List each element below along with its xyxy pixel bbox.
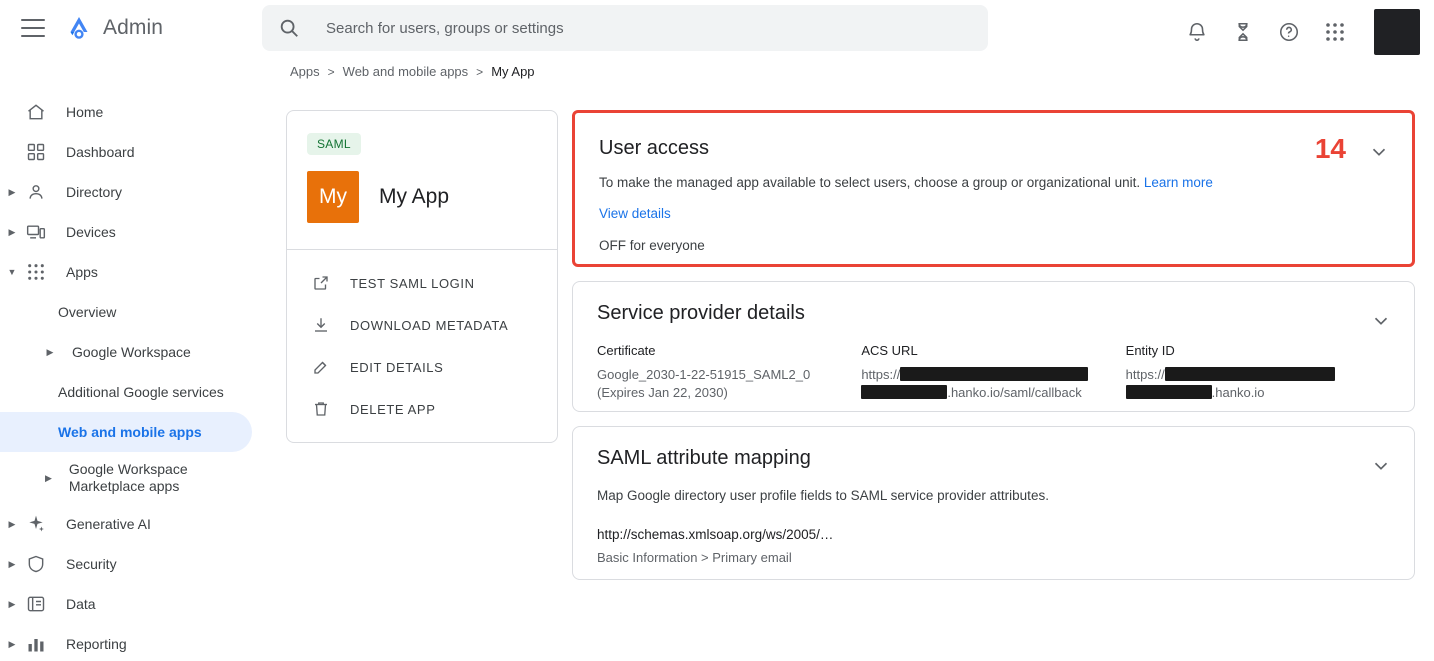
sidebar-item-label: Devices [66,224,116,240]
apps-icon [24,260,48,284]
breadcrumb-separator: > [476,64,484,79]
entity-id-prefix: https:// [1125,367,1165,382]
sidebar-item-label: Overview [58,304,117,320]
brand[interactable] [65,14,163,42]
sidebar-item-label: Data [66,596,96,612]
sidebar-item-security[interactable] [0,544,252,584]
shield-icon [24,552,48,576]
certificate-value [597,366,861,402]
top-bar [0,0,1434,56]
edit-details-button[interactable] [287,346,557,388]
user-access-title: User access [599,137,710,159]
bell-icon[interactable] [1184,19,1210,45]
sidebar-item-label: Reporting [66,636,127,652]
entity-id-line2 [1126,384,1390,402]
service-provider-details-card [572,281,1415,412]
sidebar-item-label: Security [66,556,117,572]
chevron-down-icon[interactable] [1370,455,1392,477]
sidebar-item-label: Apps [66,264,98,280]
user-access-description [599,173,1372,193]
app-actions [287,250,557,430]
sidebar-item-directory[interactable] [0,172,252,212]
sidebar-item-label: Google Workspace Marketplace apps [68,461,188,494]
user-access-card [572,110,1415,267]
entity-id-value [1126,366,1390,402]
page-title: My App [379,185,450,208]
breadcrumb-item-web-and-mobile-apps[interactable]: Web and mobile apps [342,64,469,79]
status-badge: SAML [307,133,361,155]
acs-url-line1 [861,366,1125,384]
sidebar-item-label: Additional Google services [58,384,224,400]
chevron-right-icon[interactable]: ▶ [8,518,16,529]
sidebar-item-home[interactable] [0,92,252,132]
breadcrumb-separator: > [327,64,335,79]
acs-url-column [861,343,1125,402]
delete-app-button[interactable] [287,388,557,430]
sidebar-item-label: Directory [66,184,123,200]
chevron-right-icon[interactable]: ▶ [8,598,16,609]
person-icon [24,180,48,204]
chevron-down-icon[interactable] [1370,310,1392,332]
sidebar-item-generative-ai[interactable] [0,504,252,544]
entity-id-suffix: .hanko.io [1211,385,1265,400]
sidebar-item-apps[interactable] [0,252,252,292]
action-label: TEST SAML LOGIN [350,275,475,291]
avatar[interactable] [1374,9,1420,55]
saml-mapping-url: http://schemas.xmlsoap.org/ws/2005/… [597,527,834,542]
chevron-right-icon[interactable]: ▶ [8,186,16,197]
sidebar-item-reporting[interactable] [0,624,252,661]
hamburger-icon[interactable] [21,19,45,37]
breadcrumb-item-apps[interactable]: Apps [290,64,320,79]
acs-url-suffix: .hanko.io/saml/callback [947,385,1082,400]
certificate-expiry: (Expires Jan 22, 2030) [597,385,728,400]
view-details-link[interactable]: View details [599,206,671,221]
data-icon [24,592,48,616]
saml-mapping-description: Map Google directory user profile fields to SAML service provider attributes. [597,488,1049,503]
app-logo: My [307,171,359,223]
sidebar [0,86,252,661]
certificate-name: Google_2030-1-22-51915_SAML2_0 [597,367,811,382]
dashboard-icon [24,140,48,164]
redacted-block [861,385,947,399]
saml-mapping-title: SAML attribute mapping [597,447,811,469]
service-provider-columns [597,343,1390,402]
chevron-right-icon[interactable]: ▶ [8,558,16,569]
sidebar-item-dashboard[interactable] [0,132,252,172]
search-box[interactable] [262,5,988,51]
redacted-block [900,367,1088,381]
home-icon [24,100,48,124]
sidebar-item-web-and-mobile-apps[interactable] [0,412,252,452]
acs-url-prefix: https:// [861,367,901,382]
pencil-icon [311,357,331,377]
redacted-block [1126,385,1212,399]
chart-icon [24,632,48,656]
action-label: EDIT DETAILS [350,359,444,375]
action-label: DELETE APP [350,401,436,417]
service-provider-title: Service provider details [597,302,805,324]
sidebar-item-data[interactable] [0,584,252,624]
user-access-status: OFF for everyone [599,238,705,253]
certificate-column [597,343,861,402]
test-saml-login-button[interactable] [287,262,557,304]
top-right-actions [1184,9,1420,55]
sidebar-item-google-workspace[interactable] [0,332,252,372]
saml-attribute-mapping-card [572,426,1415,580]
sidebar-item-google-workspace-marketplace-apps[interactable] [0,452,252,504]
chevron-right-icon[interactable]: ▶ [8,226,16,237]
sparkle-icon [24,512,48,536]
sidebar-item-additional-google-services[interactable] [0,372,252,412]
sidebar-item-label: Generative AI [66,516,151,532]
action-label: DOWNLOAD METADATA [350,317,509,333]
devices-icon [24,220,48,244]
redacted-block [1165,367,1335,381]
acs-url-value [861,366,1125,402]
column-label: Certificate [597,343,656,358]
breadcrumb [290,64,535,79]
search-input[interactable] [324,19,972,38]
chevron-down-icon[interactable]: ▼ [7,266,17,277]
column-label: ACS URL [861,343,918,358]
sidebar-item-devices[interactable] [0,212,252,252]
app-identity [287,155,557,223]
chevron-right-icon[interactable]: ▶ [8,638,16,649]
breadcrumb-item-current: My App [491,64,535,79]
sidebar-item-overview[interactable] [0,292,252,332]
sidebar-item-label: Home [66,104,104,120]
entity-id-column [1126,343,1390,402]
user-access-description-text: To make the managed app available to select users, choose a group or organizational unit. [599,175,1141,190]
download-icon [311,315,331,335]
chevron-right-icon[interactable]: ▶ [46,346,54,357]
brand-label: Admin [103,16,164,39]
sidebar-item-label: Dashboard [66,144,135,160]
google-admin-logo-icon [65,14,93,42]
app-summary-card [286,110,558,443]
chevron-down-icon[interactable] [1368,141,1390,163]
external-link-icon [311,273,331,293]
column-label: Entity ID [1125,343,1175,358]
chevron-right-icon[interactable]: ▶ [44,472,52,483]
hourglass-icon[interactable] [1230,19,1256,45]
download-metadata-button[interactable] [287,304,557,346]
help-icon[interactable] [1276,19,1302,45]
apps-grid-icon[interactable] [1322,19,1348,45]
acs-url-line2 [861,384,1125,402]
sidebar-item-label: Web and mobile apps [58,424,202,440]
learn-more-link[interactable]: Learn more [1143,175,1213,190]
sidebar-item-label: Google Workspace [72,344,191,360]
search-icon [278,17,300,39]
trash-icon [311,399,331,419]
user-access-count: 14 [1314,133,1346,164]
entity-id-line1 [1126,366,1390,384]
saml-mapping-field: Basic Information > Primary email [597,550,792,565]
